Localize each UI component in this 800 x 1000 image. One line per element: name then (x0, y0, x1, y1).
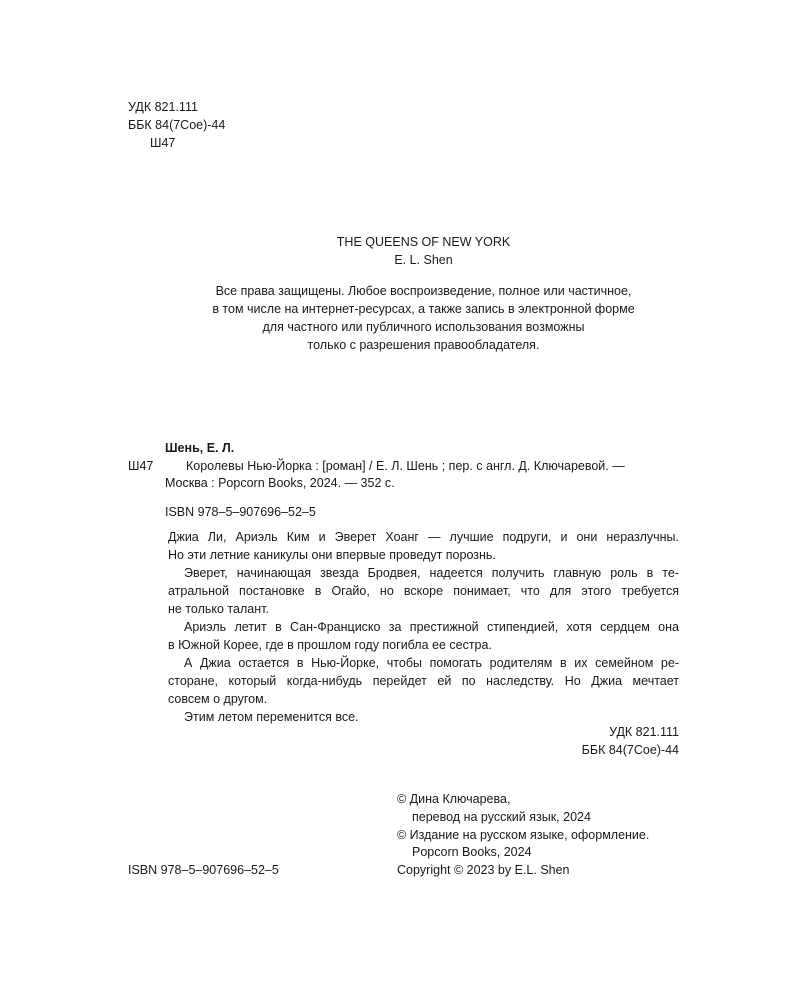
annotation-line: Джиа Ли, Ариэль Ким и Эверет Хоанг — лучшие подруги, и они неразлучны. (168, 530, 679, 544)
rights-notice-line: для частного или публичного использования возможны (262, 320, 585, 334)
annotation-line: сторане, который когда-нибудь перейдет ей по наследству. Но Джиа мечтает (168, 674, 679, 688)
footer-isbn: ISBN 978–5–907696–52–5 (128, 863, 279, 877)
annotation-line: совсем о другом. (168, 692, 268, 706)
catalog-author-mark: Ш47 (128, 459, 154, 473)
annotation-line: А Джиа остается в Нью-Йорке, чтобы помогать родителям в их семейном ре- (184, 656, 679, 670)
rights-notice-line: Все права защищены. Любое воспроизведение, полное или частичное, (215, 284, 632, 298)
catalog-description-line: Королевы Нью-Йорка : [роман] / Е. Л. Шень ; пер. с англ. Д. Ключаревой. — (186, 459, 625, 473)
author-mark: Ш47 (150, 136, 176, 150)
rights-notice-line: только с разрешения правообладателя. (307, 338, 540, 352)
copyright-line: Popcorn Books, 2024 (412, 845, 532, 859)
bottom-udk-code: УДК 821.111 (609, 725, 679, 739)
original-title: THE QUEENS OF NEW YORK (336, 235, 511, 249)
annotation-line: атральной постановке в Огайо, но вскоре понимает, что для этого требуется (168, 584, 679, 598)
copyright-line: © Издание на русском языке, оформление. (397, 828, 650, 842)
annotation-line: не только талант. (168, 602, 269, 616)
copyright-line: Copyright © 2023 by E.L. Shen (397, 863, 570, 877)
copyright-line: © Дина Ключарева, (397, 792, 511, 806)
bottom-bbk-code: ББК 84(7Сое)-44 (581, 743, 679, 757)
original-title-block (0, 233, 800, 269)
copyright-line: перевод на русский язык, 2024 (412, 810, 591, 824)
annotation-line: Эверет, начинающая звезда Бродвея, надеется получить главную роль в те- (184, 566, 679, 580)
rights-notice (0, 282, 800, 354)
annotation-line: Но эти летние каникулы они впервые проведут порознь. (168, 548, 496, 562)
annotation-line: в Южной Корее, где в прошлом году погибла ее сестра. (168, 638, 492, 652)
udk-code: УДК 821.111 (128, 100, 198, 114)
original-author: E. L. Shen (394, 253, 453, 267)
catalog-heading: Шень, Е. Л. (165, 441, 235, 455)
catalog-description-line: Москва : Popcorn Books, 2024. — 352 с. (165, 476, 395, 490)
rights-notice-line: в том числе на интернет-ресурсах, а также запись в электронной форме (212, 302, 635, 316)
bottom-codes (400, 723, 679, 759)
annotation-line: Ариэль летит в Сан-Франциско за престижной стипендией, хотя сердцем она (184, 620, 679, 634)
catalog-isbn: ISBN 978–5–907696–52–5 (165, 505, 316, 519)
annotation-line: Этим летом переменится все. (184, 710, 359, 724)
bbk-code: ББК 84(7Сое)-44 (128, 118, 226, 132)
annotation (168, 528, 679, 726)
